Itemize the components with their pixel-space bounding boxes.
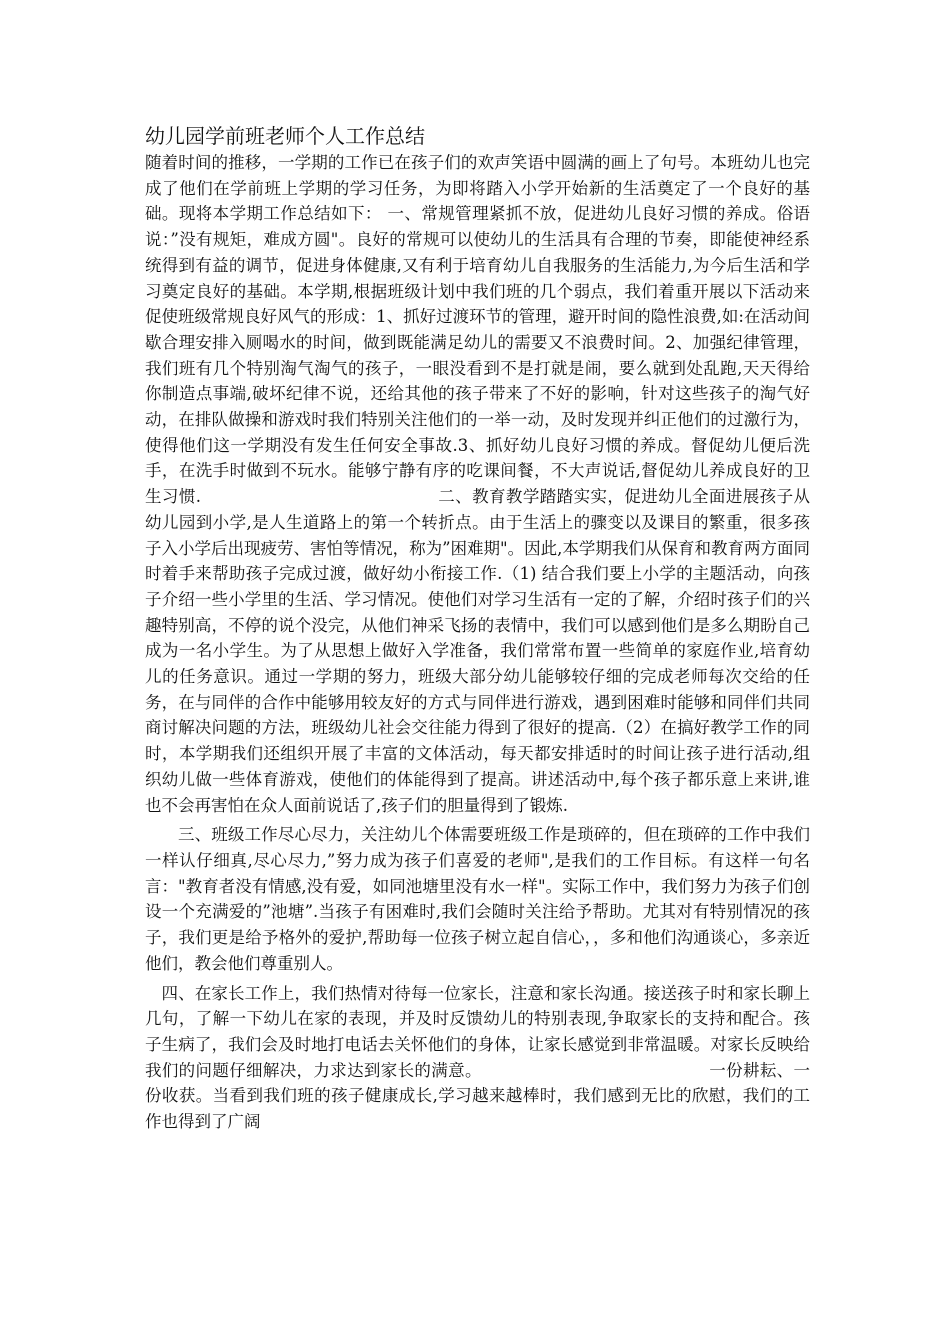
document-title: 幼儿园学前班老师个人工作总结 <box>145 124 425 148</box>
paragraph-1: 随着时间的推移，一学期的工作已在孩子们的欢声笑语中圆满的画上了句号。本班幼儿也完成了他们在学前班上学期的学习任务，为即将踏入小学开始新的生活奠定了一个良好的基础。现将本学期工作总结如下： 一、常规管理紧抓不放，促进幼儿良好习惯的养成。俗语说：”没有规矩，难成方圆"。良好的常规可以使幼儿的生活具有合理的节奏，即能使神经系统得到有益的调节，促进身体健康,又有利于培育幼儿自我服务的生活能力,为今后生活和学习奠定良好的基础。本学期,根据班级计划中我们班的几个弱点，我们着重开展以下活动来促使班级常规良好风气的形成：1、抓好过渡环节的管理，避开时间的隐性浪费,如:在活动间歇合理安排入厕喝水的时间，做到既能满足幼儿的需要又不浪费时间。2、加强纪律管理，我们班有几个特别淘气淘气的孩子，一眼没看到不是打就是闹，要么就到处乱跑,天天得给你制造点事端,破坏纪律不说，还给其他的孩子带来了不好的影响，针对这些孩子的淘气好动，在排队做操和游戏时我们特别关注他们的一举一动，及时发现并纠正他们的过激行为，使得他们这一学期没有发生任何安全事故.3、抓好幼儿良好习惯的养成。督促幼儿便后洗手，在洗手时做到不玩水。能够宁静有序的吃课间餐，不大声说话,督促幼儿养成良好的卫生习惯. 二、教育教学踏踏实实，促进幼儿全面进展孩子从幼儿园到小学,是人生道路上的第一个转折点。由于生活上的骤变以及课目的繁重，很多孩子入小学后出现疲劳、害怕等情况，称为”困难期"。因此,本学期我们从保育和教育两方面同时着手来帮助孩子完成过渡，做好幼小衔接工作.（1) 结合我们要上小学的主题活动，向孩子介绍一些小学里的生活、学习情况。使他们对学习生活有一定的了解，介绍时孩子们的兴趣特别高，不停的说个没完，从他们神采飞扬的表情中，我们可以感到他们是多么期盼自己成为一名小学生。为了从思想上做好入学准备，我们常常布置一些简单的家庭作业,培育幼儿的任务意识。通过一学期的努力，班级大部分幼儿能够较仔细的完成老师每次交给的任务，在与同伴的合作中能够用较友好的方式与同伴进行游戏，遇到困难时能够和同伴们共同商讨解决问题的方法，班级幼儿社会交往能力得到了很好的提高.（2）在搞好教学工作的同时，本学期我们还组织开展了丰富的文体活动，每天都安排适时的时间让孩子进行活动,组织幼儿做一些体育游戏，使他们的体能得到了提高。讲述活动中,每个孩子都乐意上来讲,谁也不会再害怕在众人面前说话了,孩子们的胆量得到了锻炼. <box>145 153 810 815</box>
document-body <box>145 122 810 1135</box>
paragraph-2: 三、班级工作尽心尽力，关注幼儿个体需要班级工作是琐碎的，但在琐碎的工作中我们一样认仔细真,尽心尽力,”努力成为孩子们喜爱的老师",是我们的工作目标。有这样一句名言："教育者没有情感,没有爱，如同池塘里没有水一样"。实际工作中，我们努力为孩子们创设一个充满爱的”池塘”.当孩子有困难时,我们会随时关注给予帮助。尤其对有特别情况的孩子，我们更是给予格外的爱护,帮助每一位孩子树立起自信心，，多和他们沟通谈心，多亲近他们，教会他们尊重别人。 <box>145 825 810 973</box>
paragraph-3: 四、在家长工作上，我们热情对待每一位家长，注意和家长沟通。接送孩子时和家长聊上几句，了解一下幼儿在家的表现，并及时反馈幼儿的特别表现,争取家长的支持和配合。孩子生病了，我们会及时地打电话去关怀他们的身体，让家长感觉到非常温暖。对家长反映给我们的问题仔细解决，力求达到家长的满意。 一份耕耘、一份收获。当看到我们班的孩子健康成长,学习越来越棒时，我们感到无比的欣慰，我们的工作也得到了广阔 <box>145 983 810 1132</box>
